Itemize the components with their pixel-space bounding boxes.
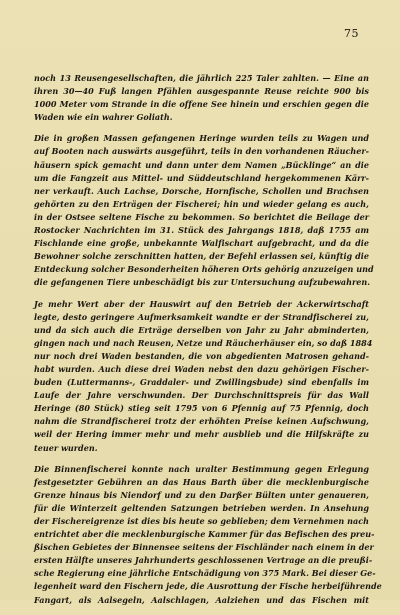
text-line: ßischen Gebietes der Binnensee seitens der Fischländer nach einem in der bbox=[34, 542, 374, 553]
text-line: weil der Hering immer mehr und mehr ausblieb und die Hilfskräfte zu bbox=[34, 429, 369, 440]
text-line: die gefangenen Tiere unbeschädigt bis zur Untersuchung aufzubewahren. bbox=[34, 277, 371, 288]
page-number: 75 bbox=[344, 27, 359, 40]
text-line: Grenze hinaus bis Niendorf und zu den Darßer Bülten unter genaueren, bbox=[34, 489, 369, 500]
text-line: gingen nach und nach Reusen, Netze und Räucherhäuser ein, so daß 1884 bbox=[34, 337, 373, 348]
body-text bbox=[34, 72, 382, 615]
text-line: für die Winterzeit geltenden Satzungen betrieben werden. In Ansehung bbox=[34, 502, 369, 513]
text-line: häusern spick gemacht und dann unter dem Namen „Bücklinge“ an die bbox=[34, 159, 369, 170]
text-line: teuer wurden. bbox=[34, 442, 98, 453]
text-line: Die in großen Massen gefangenen Heringe wurden teils zu Wagen und bbox=[34, 133, 369, 144]
text-line: Fischlande eine große, unbekannte Walfischart aufgebracht, und da die bbox=[34, 238, 369, 249]
text-line: Rostocker Nachrichten im 31. Stück des Jahrgangs 1818, daß 1755 am bbox=[34, 225, 369, 236]
text-line: legenheit ward den Fischern jede, die Ausrottung der Fische herbeiführende bbox=[34, 581, 382, 592]
text-line: Entdeckung solcher Besonderheiten höheren Orts gehörig anzuzeigen und bbox=[34, 264, 374, 275]
text-line: Laufe der Jahre verschwunden. Der Durchschnittspreis für das Wall bbox=[34, 390, 369, 401]
text-line: um die Fangzeit aus Mittel- und Süddeutschland hergekommenen Kärr- bbox=[34, 172, 369, 183]
paragraph-2 bbox=[34, 132, 374, 289]
text-line: Waden wie ein wahrer Goliath. bbox=[34, 112, 173, 123]
text-line: auf Booten nach auswärts ausgeführt, teils in den vorhandenen Räucher- bbox=[34, 146, 369, 157]
text-line: der Fischereigrenze ist dies bis heute so geblieben; dem Vernehmen nach bbox=[34, 516, 369, 526]
text-line: noch 13 Reusengesellschaften, die jährlich 225 Taler zahlten. — Eine an bbox=[34, 73, 369, 83]
text-line: ihren 30—40 Fuß langen Pfählen ausgespannte Reuse reichte 900 bis bbox=[34, 86, 369, 97]
text-line: ner verkauft. Auch Lachse, Dorsche, Hornfische, Schollen und Brachsen bbox=[34, 185, 369, 196]
text-line: Bewohner solche zerschnitten hatten, der Befehl erlassen sei, künftig die bbox=[34, 251, 369, 262]
text-line: buden (Luttermanns-, Graddaler- und Zwillingsbude) sind ebenfalls im bbox=[34, 377, 369, 388]
paragraph-1 bbox=[34, 72, 369, 124]
text-line: Fangart, als Aalsegeln, Aalschlagen, Aalziehen und das Fischen mit bbox=[34, 594, 369, 605]
paragraph-4 bbox=[34, 463, 382, 607]
paragraph-3 bbox=[34, 298, 373, 455]
text-line: nahm die Strandfischerei trotz der erhöhten Preise keinen Aufschwung, bbox=[34, 416, 369, 427]
text-line: in der Ostsee seltene Fische zu bekommen. So berichtet die Beilage der bbox=[34, 211, 369, 222]
text-line: legte, desto geringere Aufmerksamkeit wandte er der Strandfischerei zu, bbox=[34, 311, 369, 322]
text-line: Die Binnenfischerei konnte nach uralter Bestimmung gegen Erlegung bbox=[34, 463, 369, 474]
text-line: festgesetzter Gebühren an das Haus Barth über die mecklenburgische bbox=[34, 476, 369, 487]
text-line: ersten Hälfte unseres Jahrhunderts geschlossenen Vertrage an die preußi- bbox=[34, 555, 373, 566]
text-line: nur noch drei Waden bestanden, die von abgedienten Matrosen gehand- bbox=[34, 350, 369, 361]
text-line: gehörten zu den Erträgen der Fischerei; hin und wieder gelang es auch, bbox=[34, 198, 369, 209]
text-line: habt wurden. Auch diese drei Waden nebst den dazu gehörigen Fischer- bbox=[34, 363, 369, 374]
text-line: sche Regierung eine jährliche Entschädigung von 375 Mark. Bei dieser Ge- bbox=[34, 568, 376, 579]
text-line: Je mehr Wert aber der Hauswirt auf den Betrieb der Ackerwirtschaft bbox=[34, 298, 369, 309]
text-line: 1000 Meter vom Strande in die offene See hinein und erschien gegen die bbox=[34, 99, 369, 110]
text-line: und da sich auch die Erträge derselben von Jahr zu Jahr abminderten, bbox=[34, 324, 369, 335]
text-line: Heringe (80 Stück) stieg seit 1795 von 6 Pfennig auf 75 Pfennig, doch bbox=[34, 403, 369, 414]
text-line: entrichtet aber die mecklenburgische Kammer für das Befischen des preu- bbox=[34, 529, 375, 540]
